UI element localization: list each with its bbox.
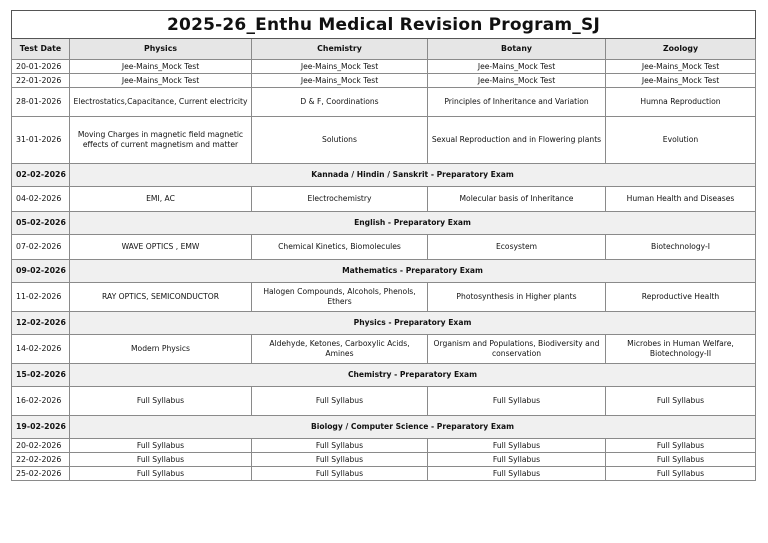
chemistry-topic-cell: Full Syllabus [252,453,428,467]
schedule-table [11,10,756,481]
test-date-cell: 20-02-2026 [12,439,70,453]
exam-row [12,364,756,387]
chemistry-topic-cell: Jee-Mains_Mock Test [252,60,428,74]
physics-topic-cell: Full Syllabus [70,439,252,453]
preparatory-exam-cell: English - Preparatory Exam [70,212,756,235]
zoology-topic-cell: Jee-Mains_Mock Test [606,60,756,74]
botany-topic-cell: Molecular basis of Inheritance [428,187,606,212]
test-row [12,439,756,453]
schedule-sheet [11,10,755,481]
test-date-cell: 25-02-2026 [12,467,70,481]
column-header-physics: Physics [70,39,252,60]
test-row [12,187,756,212]
test-row [12,283,756,312]
physics-topic-cell: Jee-Mains_Mock Test [70,60,252,74]
zoology-topic-cell: Reproductive Health [606,283,756,312]
physics-topic-cell: Moving Charges in magnetic field magnetic effects of current magnetism and matter [70,117,252,164]
zoology-topic-cell: Human Health and Diseases [606,187,756,212]
test-date-cell: 22-01-2026 [12,74,70,88]
botany-topic-cell: Full Syllabus [428,439,606,453]
zoology-topic-cell: Full Syllabus [606,387,756,416]
test-date-cell: 02-02-2026 [12,164,70,187]
chemistry-topic-cell: Electrochemistry [252,187,428,212]
chemistry-topic-cell: Solutions [252,117,428,164]
column-header-chemistry: Chemistry [252,39,428,60]
page-title: 2025-26_Enthu Medical Revision Program_SJ [12,11,756,39]
test-date-cell: 04-02-2026 [12,187,70,212]
test-date-cell: 09-02-2026 [12,260,70,283]
chemistry-topic-cell: Full Syllabus [252,439,428,453]
zoology-topic-cell: Microbes in Human Welfare, Biotechnology-II [606,335,756,364]
physics-topic-cell: Electrostatics,Capacitance, Current electricity [70,88,252,117]
preparatory-exam-cell: Chemistry - Preparatory Exam [70,364,756,387]
schedule-body [12,11,756,481]
chemistry-topic-cell: D & F, Coordinations [252,88,428,117]
exam-row [12,312,756,335]
exam-row [12,416,756,439]
zoology-topic-cell: Biotechnology-I [606,235,756,260]
test-date-cell: 16-02-2026 [12,387,70,416]
test-row [12,387,756,416]
column-header-zoology: Zoology [606,39,756,60]
test-date-cell: 12-02-2026 [12,312,70,335]
test-row [12,335,756,364]
zoology-topic-cell: Full Syllabus [606,453,756,467]
physics-topic-cell: Full Syllabus [70,467,252,481]
exam-row [12,212,756,235]
test-date-cell: 20-01-2026 [12,60,70,74]
test-row [12,235,756,260]
zoology-topic-cell: Full Syllabus [606,439,756,453]
test-row [12,453,756,467]
chemistry-topic-cell: Chemical Kinetics, Biomolecules [252,235,428,260]
test-row [12,74,756,88]
botany-topic-cell: Jee-Mains_Mock Test [428,74,606,88]
test-date-cell: 07-02-2026 [12,235,70,260]
chemistry-topic-cell: Aldehyde, Ketones, Carboxylic Acids, Amines [252,335,428,364]
botany-topic-cell: Principles of Inheritance and Variation [428,88,606,117]
chemistry-topic-cell: Halogen Compounds, Alcohols, Phenols, Ethers [252,283,428,312]
test-row [12,117,756,164]
botany-topic-cell: Full Syllabus [428,467,606,481]
test-date-cell: 14-02-2026 [12,335,70,364]
botany-topic-cell: Photosynthesis in Higher plants [428,283,606,312]
physics-topic-cell: EMI, AC [70,187,252,212]
test-row [12,467,756,481]
botany-topic-cell: Jee-Mains_Mock Test [428,60,606,74]
physics-topic-cell: Full Syllabus [70,453,252,467]
test-row [12,88,756,117]
chemistry-topic-cell: Jee-Mains_Mock Test [252,74,428,88]
column-header-botany: Botany [428,39,606,60]
preparatory-exam-cell: Kannada / Hindin / Sanskrit - Preparatory Exam [70,164,756,187]
test-row [12,60,756,74]
preparatory-exam-cell: Biology / Computer Science - Preparatory Exam [70,416,756,439]
column-header-test-date: Test Date [12,39,70,60]
zoology-topic-cell: Jee-Mains_Mock Test [606,74,756,88]
physics-topic-cell: WAVE OPTICS , EMW [70,235,252,260]
zoology-topic-cell: Full Syllabus [606,467,756,481]
exam-row [12,164,756,187]
chemistry-topic-cell: Full Syllabus [252,467,428,481]
botany-topic-cell: Sexual Reproduction and in Flowering plants [428,117,606,164]
exam-row [12,260,756,283]
botany-topic-cell: Organism and Populations, Biodiversity and conservation [428,335,606,364]
test-date-cell: 22-02-2026 [12,453,70,467]
preparatory-exam-cell: Physics - Preparatory Exam [70,312,756,335]
physics-topic-cell: Full Syllabus [70,387,252,416]
botany-topic-cell: Ecosystem [428,235,606,260]
header-row [12,39,756,60]
botany-topic-cell: Full Syllabus [428,453,606,467]
preparatory-exam-cell: Mathematics - Preparatory Exam [70,260,756,283]
zoology-topic-cell: Evolution [606,117,756,164]
test-date-cell: 19-02-2026 [12,416,70,439]
zoology-topic-cell: Humna Reproduction [606,88,756,117]
test-date-cell: 11-02-2026 [12,283,70,312]
physics-topic-cell: RAY OPTICS, SEMICONDUCTOR [70,283,252,312]
botany-topic-cell: Full Syllabus [428,387,606,416]
physics-topic-cell: Jee-Mains_Mock Test [70,74,252,88]
title-row [12,11,756,39]
physics-topic-cell: Modern Physics [70,335,252,364]
test-date-cell: 31-01-2026 [12,117,70,164]
chemistry-topic-cell: Full Syllabus [252,387,428,416]
test-date-cell: 05-02-2026 [12,212,70,235]
test-date-cell: 28-01-2026 [12,88,70,117]
test-date-cell: 15-02-2026 [12,364,70,387]
